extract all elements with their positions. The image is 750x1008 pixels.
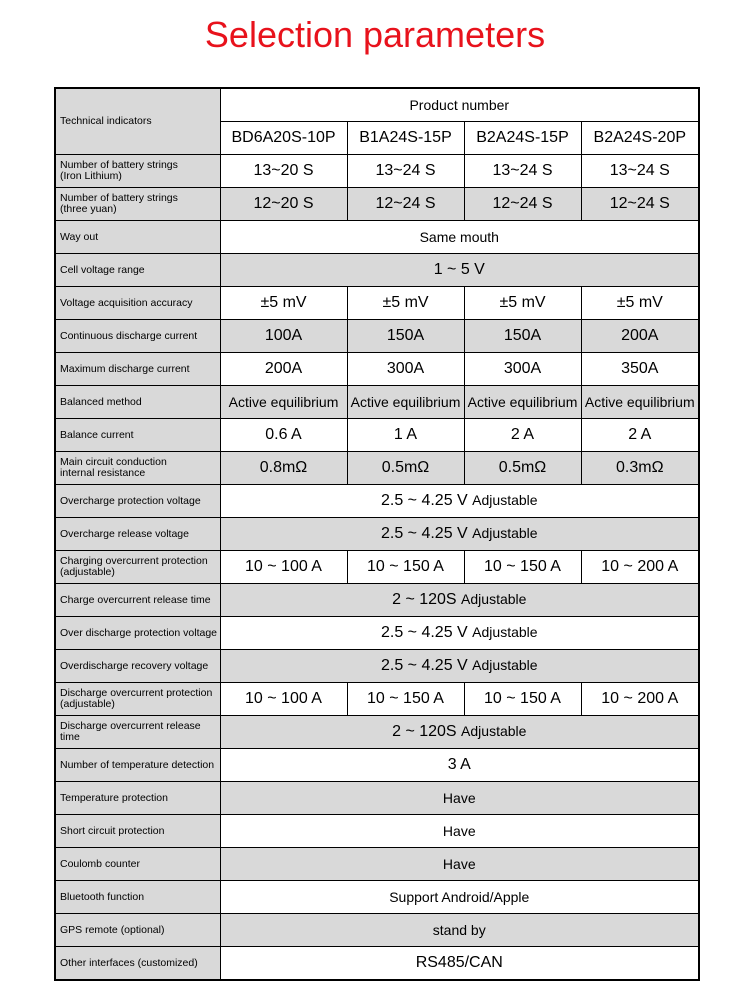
cell-value: 200A bbox=[581, 320, 699, 353]
cell-value: 3 A bbox=[220, 749, 699, 782]
range-value: 2 ~ 120S bbox=[392, 591, 457, 608]
model-header: B2A24S-20P bbox=[581, 122, 699, 155]
cell-value: 12~20 S bbox=[220, 188, 347, 221]
cell-value: 12~24 S bbox=[347, 188, 464, 221]
adjustable-note: Adjustable bbox=[461, 591, 527, 607]
cell-value bbox=[220, 584, 699, 617]
cell-value bbox=[220, 716, 699, 749]
cell-value: 10 ~ 150 A bbox=[464, 551, 581, 584]
cell-value: Have bbox=[220, 782, 699, 815]
row-label: Balance current bbox=[55, 419, 220, 452]
model-header: B1A24S-15P bbox=[347, 122, 464, 155]
table-row bbox=[55, 947, 699, 981]
row-label: Way out bbox=[55, 221, 220, 254]
range-value: 2.5 ~ 4.25 V bbox=[380, 657, 468, 674]
row-label: Other interfaces (customized) bbox=[55, 947, 220, 981]
cell-value: 0.3mΩ bbox=[581, 452, 699, 485]
cell-value: 10 ~ 200 A bbox=[581, 683, 699, 716]
cell-value: Have bbox=[220, 848, 699, 881]
table-row bbox=[55, 881, 699, 914]
row-label: Charge overcurrent release time bbox=[55, 584, 220, 617]
row-label: Over discharge protection voltage bbox=[55, 617, 220, 650]
cell-value: 0.6 A bbox=[220, 419, 347, 452]
cell-value: Support Android/Apple bbox=[220, 881, 699, 914]
cell-value: 300A bbox=[347, 353, 464, 386]
cell-value bbox=[220, 518, 699, 551]
cell-value: 150A bbox=[464, 320, 581, 353]
cell-value: 2 A bbox=[464, 419, 581, 452]
table-row bbox=[55, 716, 699, 749]
row-label: Discharge overcurrent protection (adjustable) bbox=[55, 683, 220, 716]
cell-value: Active equilibrium bbox=[581, 386, 699, 419]
range-value: 2 ~ 120S bbox=[392, 723, 457, 740]
row-label: Discharge overcurrent release time bbox=[55, 716, 220, 749]
cell-value: 1 ~ 5 V bbox=[220, 254, 699, 287]
range-value: 2.5 ~ 4.25 V bbox=[380, 525, 468, 542]
table-row bbox=[55, 386, 699, 419]
row-label: Voltage acquisition accuracy bbox=[55, 287, 220, 320]
cell-value: 12~24 S bbox=[464, 188, 581, 221]
cell-value: 0.5mΩ bbox=[347, 452, 464, 485]
cell-value: 13~24 S bbox=[464, 155, 581, 188]
page-title: Selection parameters bbox=[204, 14, 546, 55]
table-row bbox=[55, 650, 699, 683]
cell-value: ±5 mV bbox=[220, 287, 347, 320]
technical-indicators-header: Technical indicators bbox=[55, 88, 220, 155]
cell-value: 100A bbox=[220, 320, 347, 353]
table-row bbox=[55, 584, 699, 617]
model-header: B2A24S-15P bbox=[464, 122, 581, 155]
row-label: Overcharge release voltage bbox=[55, 518, 220, 551]
row-label: Charging overcurrent protection (adjustable) bbox=[55, 551, 220, 584]
cell-value: 10 ~ 100 A bbox=[220, 551, 347, 584]
range-value: 2.5 ~ 4.25 V bbox=[380, 624, 468, 641]
cell-value: 13~24 S bbox=[581, 155, 699, 188]
cell-value: 200A bbox=[220, 353, 347, 386]
cell-value: stand by bbox=[220, 914, 699, 947]
cell-value: 12~24 S bbox=[581, 188, 699, 221]
table-row bbox=[55, 848, 699, 881]
table-row bbox=[55, 749, 699, 782]
cell-value: 0.8mΩ bbox=[220, 452, 347, 485]
table-row bbox=[55, 914, 699, 947]
cell-value bbox=[220, 650, 699, 683]
cell-value: ±5 mV bbox=[581, 287, 699, 320]
row-label: Number of temperature detection bbox=[55, 749, 220, 782]
row-label: GPS remote (optional) bbox=[55, 914, 220, 947]
row-label: Bluetooth function bbox=[55, 881, 220, 914]
table-row bbox=[55, 353, 699, 386]
row-label: Short circuit protection bbox=[55, 815, 220, 848]
table-row bbox=[55, 452, 699, 485]
cell-value: 10 ~ 150 A bbox=[347, 551, 464, 584]
table-row bbox=[55, 782, 699, 815]
cell-value: 350A bbox=[581, 353, 699, 386]
row-label: Overcharge protection voltage bbox=[55, 485, 220, 518]
cell-value bbox=[220, 485, 699, 518]
cell-value: RS485/CAN bbox=[220, 947, 699, 981]
table-row bbox=[55, 188, 699, 221]
cell-value: Active equilibrium bbox=[464, 386, 581, 419]
cell-value: Same mouth bbox=[220, 221, 699, 254]
table-row bbox=[55, 419, 699, 452]
cell-value: 13~24 S bbox=[347, 155, 464, 188]
adjustable-note: Adjustable bbox=[461, 723, 527, 739]
table-row bbox=[55, 551, 699, 584]
cell-value: Have bbox=[220, 815, 699, 848]
table-row bbox=[55, 617, 699, 650]
adjustable-note: Adjustable bbox=[472, 624, 538, 640]
product-number-header: Product number bbox=[220, 88, 699, 122]
row-label: Maximum discharge current bbox=[55, 353, 220, 386]
cell-value: 10 ~ 200 A bbox=[581, 551, 699, 584]
row-label: Number of battery strings (Iron Lithium) bbox=[55, 155, 220, 188]
table-row bbox=[55, 683, 699, 716]
row-label: Coulomb counter bbox=[55, 848, 220, 881]
model-header: BD6A20S-10P bbox=[220, 122, 347, 155]
table-row bbox=[55, 320, 699, 353]
cell-value: Active equilibrium bbox=[347, 386, 464, 419]
table-row bbox=[55, 254, 699, 287]
cell-value: 1 A bbox=[347, 419, 464, 452]
row-label: Balanced method bbox=[55, 386, 220, 419]
cell-value: Active equilibrium bbox=[220, 386, 347, 419]
table-row bbox=[55, 485, 699, 518]
cell-value: 10 ~ 150 A bbox=[464, 683, 581, 716]
table-row bbox=[55, 518, 699, 551]
cell-value: 2 A bbox=[581, 419, 699, 452]
table-row bbox=[55, 221, 699, 254]
cell-value: 10 ~ 150 A bbox=[347, 683, 464, 716]
adjustable-note: Adjustable bbox=[472, 525, 538, 541]
row-label: Cell voltage range bbox=[55, 254, 220, 287]
table-row bbox=[55, 155, 699, 188]
cell-value: 10 ~ 100 A bbox=[220, 683, 347, 716]
cell-value: 13~20 S bbox=[220, 155, 347, 188]
cell-value: 150A bbox=[347, 320, 464, 353]
cell-value bbox=[220, 617, 699, 650]
row-label: Continuous discharge current bbox=[55, 320, 220, 353]
cell-value: 300A bbox=[464, 353, 581, 386]
adjustable-note: Adjustable bbox=[472, 657, 538, 673]
cell-value: ±5 mV bbox=[347, 287, 464, 320]
range-value: 2.5 ~ 4.25 V bbox=[380, 492, 468, 509]
row-label: Main circuit conduction internal resistance bbox=[55, 452, 220, 485]
selection-parameters-table bbox=[54, 87, 700, 981]
row-label: Number of battery strings (three yuan) bbox=[55, 188, 220, 221]
cell-value: ±5 mV bbox=[464, 287, 581, 320]
cell-value: 0.5mΩ bbox=[464, 452, 581, 485]
table-row bbox=[55, 815, 699, 848]
row-label: Overdischarge recovery voltage bbox=[55, 650, 220, 683]
table-row bbox=[55, 287, 699, 320]
row-label: Temperature protection bbox=[55, 782, 220, 815]
adjustable-note: Adjustable bbox=[472, 492, 538, 508]
